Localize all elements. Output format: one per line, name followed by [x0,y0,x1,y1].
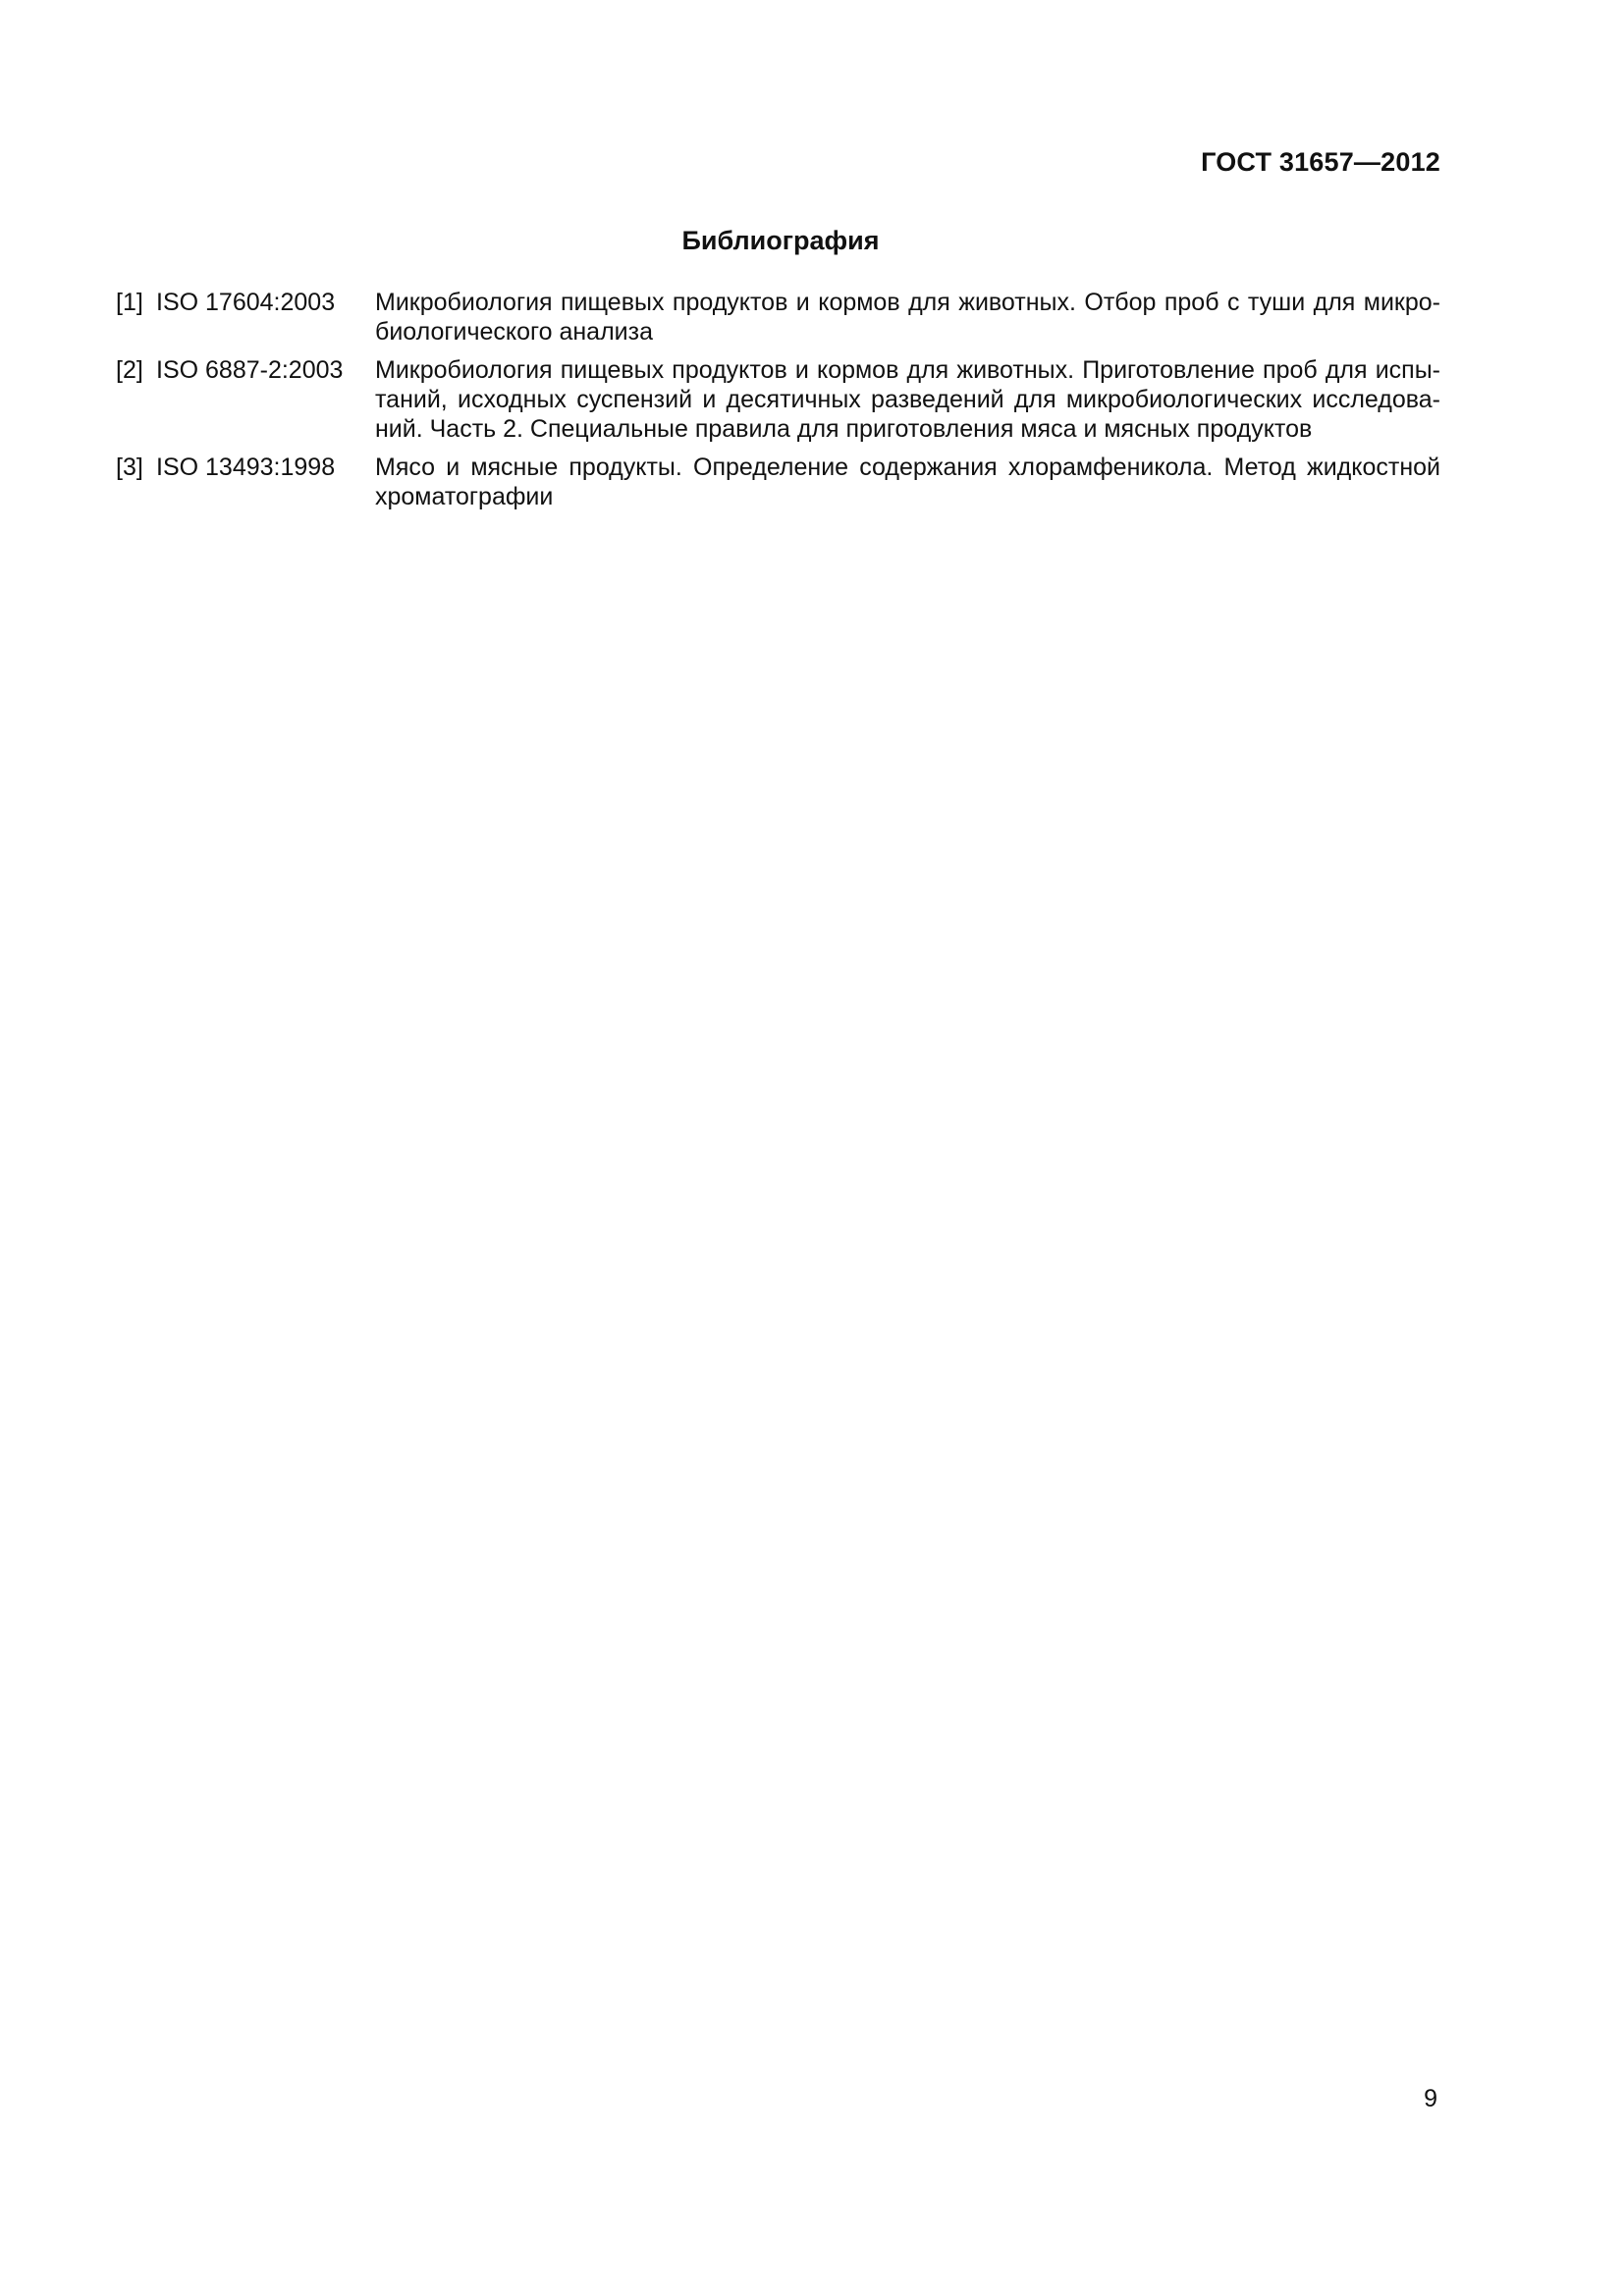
bibliography-title: Библиография [681,226,880,255]
entry-description: Мясо и мясные продукты. Определение содержания хлорамфеникола. Метод жидкостной хроматографии [375,454,1440,510]
entry-standard-code: ISO 13493:1998 [156,454,336,481]
bibliography-entry [116,453,1440,511]
entry-standard-code: ISO 17604:2003 [156,289,336,316]
bibliography-entry [116,355,1440,444]
entry-number: [3] [116,454,143,481]
bibliography-list [116,288,1440,520]
entry-description: Микробиология пищевых продуктов и кормов для животных. Приготовление проб для испытаний, исходных суспензий и десятичных разведений для микробиологических исследований. Часть 2. Специальные правила для приготовления мяса и мясных продуктов [375,356,1440,443]
entry-number: [2] [116,356,143,384]
entry-standard-code: ISO 6887-2:2003 [156,356,344,384]
page-number: 9 [1424,2085,1437,2112]
entry-description: Микробиология пищевых продуктов и кормов для животных. Отбор проб с туши для микробиологического анализа [375,289,1440,346]
bibliography-entry [116,288,1440,347]
standard-id-header: ГОСТ 31657—2012 [1201,147,1440,177]
entry-number: [1] [116,289,143,316]
